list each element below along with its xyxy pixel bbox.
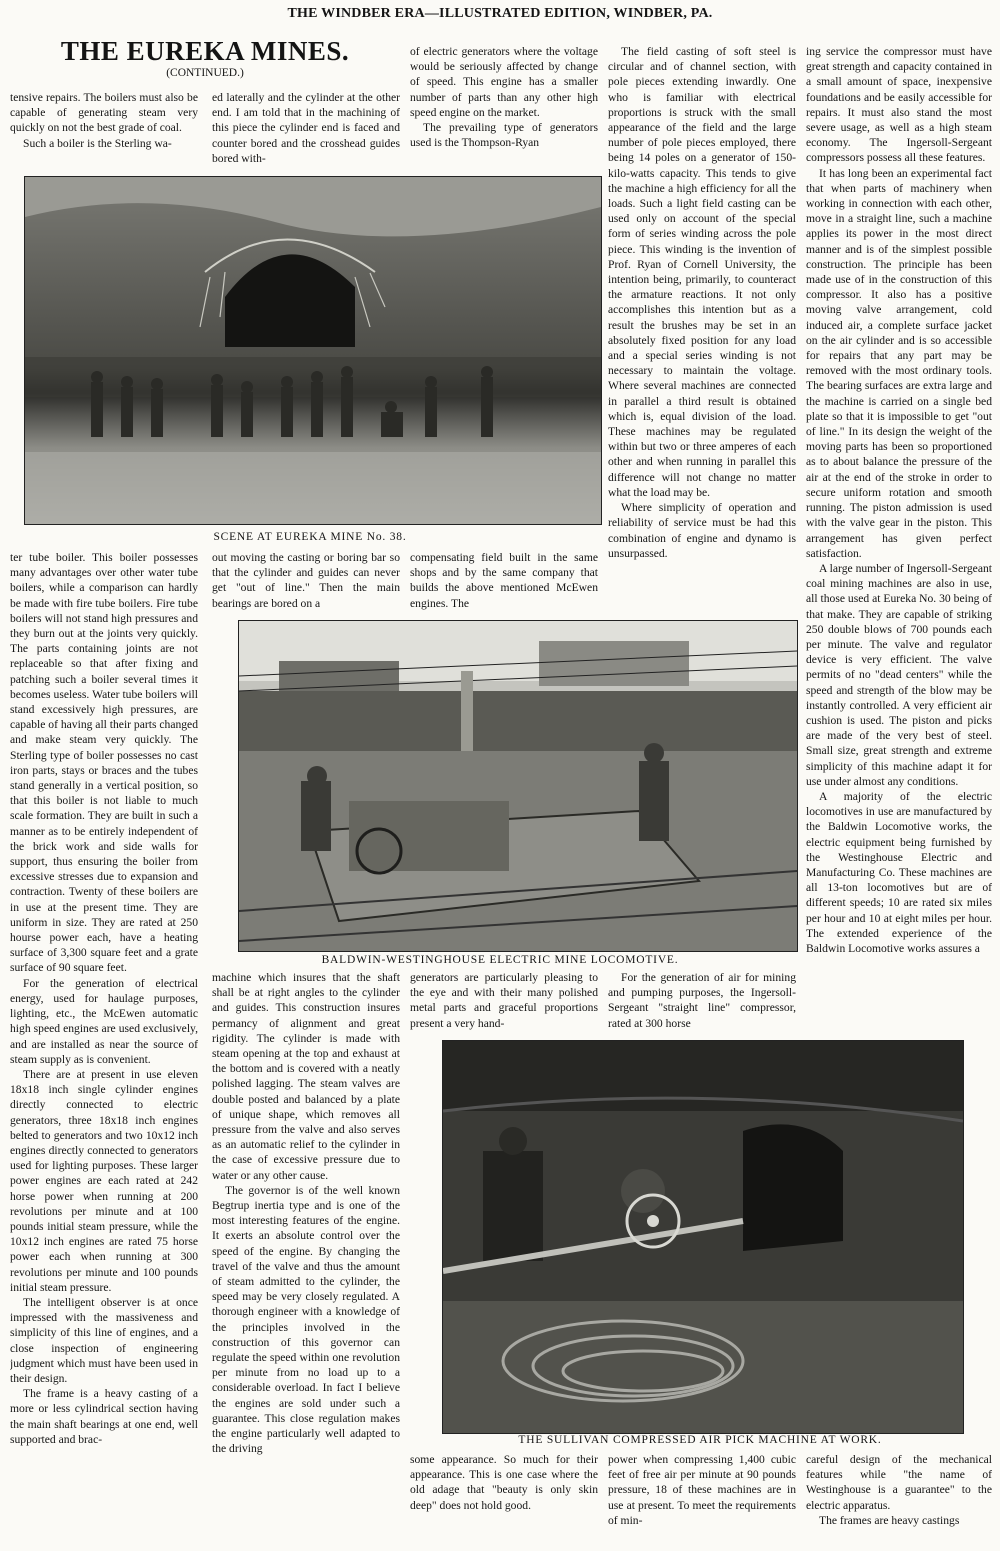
paragraph: machine which insures that the shaft shall be at right angles to the cylinder and guides. This construction insures permancy of alignment and great rigidity. The cylinder is made with steam opening at the top and exhaust at the bottom and is covered with a neatly polished lagging. The steam valves are double posted and balanced by a plate of unique shape, which removes all pressure from the valve and also serves as an automatic relief to the cylinder in the case of excessive pressure due to water or any other cause. [212, 971, 400, 1182]
mine-scene-photo [24, 176, 602, 525]
paragraph: It has long been an experimental fact that when parts of machinery when working in connection with each other, move in a straight line, such a machine applies its power in the most direct manner and is of the simplest possible construction. The principle has been made use of in the construction of this compressor. It also has a positive moving valve arrangement, cold induced air, a complete surface jacket on the air cylinder and is so accessible for repairs that any part may be removed with the most ordinary tools. The bearing surfaces are extra large and the machine is carried on a single bed plate so that it is impossible to get "out of line." In its design the weight of the moving parts has been so proportioned as to about balance the pressure of the air at the end of the stroke in order to secure uniform rotation and smooth running. The piston admission is used with the valve gear in the piston. This arrangement has given perfect satisfaction. [806, 166, 992, 560]
column-4-low [608, 970, 796, 1034]
paragraph: The intelligent observer is at once impressed with the massiveness and simplicity of this line of engines, and a close inspection of engineering judgment which must have been used in their design. [10, 1295, 198, 1385]
article-title: THE EUREKA MINES. [60, 36, 350, 66]
paragraph: A large number of Ingersoll-Sergeant coal mining machines are also in use, all those used at Eureka No. 30 being of that make. They are capable of striking 250 double blows of 700 pounds each per minute. The valve and regulator device is very efficient. The valve permits of no "dead centers" while the speed and strength of the blow may be instantly controlled. A very efficient air cushion is used. The piston and picks are made of the very best of steel. Small size, great strength and extreme simplicity of this machine adapt it for use under almost any conditions. [806, 561, 992, 788]
paragraph: ing service the compressor must have great strength and capacity contained in a small amount of space, inexpensive foundations and be easily accessible for repairs. It must also stand the most severe usage, as well as a high steam economy. The Ingersoll-Sergeant compressors possess all these features. [806, 45, 992, 165]
paragraph: The frames are heavy castings [819, 1513, 960, 1527]
paragraph: Such a boiler is the Sterling wa- [23, 136, 172, 150]
column-3-low [410, 970, 598, 1034]
article-subtitle: (CONTINUED.) [166, 67, 244, 79]
paragraph: The prevailing type of generators used is the Thompson-Ryan [410, 121, 598, 150]
paragraph: The frame is a heavy casting of a more or less cylindrical section having the main shaft bearings at one end, well supported and brac- [10, 1387, 198, 1446]
column-1-top [10, 90, 198, 168]
paragraph: of electric generators where the voltage would be seriously affected by change of speed. This engine has a smaller number of parts than any other high speed engine on the market. [410, 45, 598, 119]
paragraph: The governor is of the well known Begtrup inertia type and is one of the most interesting features of the engine. It exerts an absolute control over the speed of the engine. By changing the travel of the valve and thus the amount of steam admitted to the cylinder, the speed may be very closely regulated. A thorough engineer with a knowledge of the principles involved in the construction of this governor can regulate the speed within one revolution per minute from no load up to a considerable overload. In fact I believe the engines are sold under such a guarantee. This close regulation makes the engine particularly well adapted to the driving [212, 1183, 400, 1456]
page-header: THE WINDBER ERA—ILLUSTRATED EDITION, WINDBER, PA. [287, 6, 713, 21]
paragraph: A majority of the electric locomotives in use are manufactured by the Baldwin Locomotive works, the electric equipment being furnished by the Westinghouse Electric and Manufacturing Co. These machines are all 13-ton locomotives but are of different speeds; 10 are rated six miles per hour and 10 at eight miles per hour. The extended experience of the Baldwin Locomotive works assures a [806, 789, 992, 955]
paragraph: For the generation of electrical energy, used for haulage purposes, lighting, etc., the McEwen automatic high speed engines are used exclusively, and are installed as near the source of steam supply as is convenient. [10, 976, 198, 1066]
paragraph: some appearance. So much for their appearance. This is one case where the old adage that "beauty is only skin deep" does not hold good. [410, 1453, 598, 1512]
caption-mine-scene: SCENE AT EUREKA MINE No. 38. [213, 531, 407, 543]
caption-locomotive: BALDWIN-WESTINGHOUSE ELECTRIC MINE LOCOMOTIVE. [321, 954, 679, 966]
column-4-bottom [608, 1452, 796, 1542]
paragraph: generators are particularly pleasing to the eye and with their many polished metal parts and graceful proportions present a very hand- [410, 971, 598, 1030]
paragraph: power when compressing 1,400 cubic feet of free air per minute at 90 pounds pressure, 18 of these machines are in use at present. To meet the requirements of min- [608, 1453, 796, 1527]
paragraph: The field casting of soft steel is circular and of channel section, with pole pieces extending inwardly. One who is familiar with electrical proportions is struck with the small appearance of the field and the large number of pole pieces employed, there being 14 poles on a generator of 150-kilo-watts capacity. This tends to give the machine a high efficiency for all the loads. Such a light field casting can be used only on account of the special form of series winding across the pole piece. This winding is the invention of Prof. Ryan of Cornell University, the intention being, primarily, to counteract the armature reactions. It not only accomplishes this intention but as a result the brushes may be set in an absolutely fixed position for any load and a special series winding is not necessary to maintain the voltage. Where several machines are connected in parallel a third result is obtained which is, equal division of the load. These machines may be regulated within but two or three amperes of each other and when running in parallel this difference will not change no matter what the load may be. [608, 45, 796, 499]
paragraph: ter tube boiler. This boiler possesses many advantages over other water tube boilers, while a comparison can hardly be made with fire tube boilers. Fire tube boilers will not stand high pressures and they burn out at the joints very quickly. The parts containing joints are not replaceable so that after fixing and patching such a boiler several times it becomes useless. Water tube boilers will stand excessively high pressures, are capable of having all their parts changed and make steam very quickly. The Sterling type of boiler possesses no cast iron parts, stays or braces and the tubes stand generally in a vertical position, so that this boiler is not liable to much scale formation. They are built in such a manner as to be entirely independent of the brick work and side walls for support, thus ensuring the boiler from excessive stresses due to expansion and contraction. Twenty of these boilers are in use at the present time. They are uniform in size. They are rated at 250 hourse power each, have a heating surface of 3,300 square feet and a grate surface of 90 square feet. [10, 551, 198, 975]
column-2-mid [212, 550, 400, 614]
paragraph: out moving the casting or boring bar so that the cylinder and guides can never get "out of line." Then the main bearings are bored on a [212, 551, 400, 610]
paragraph: careful design of the mechanical features while "the name of Westinghouse is a guarantee" to the electric apparatus. [806, 1453, 992, 1512]
column-3-bottom [410, 1452, 598, 1542]
column-4-top [608, 44, 796, 610]
column-5-bottom [806, 1452, 992, 1542]
paragraph: Where simplicity of operation and reliability of service must be had this combination of engine and dynamo is unsurpassed. [608, 501, 796, 560]
paragraph: compensating field built in the same shops and by the same company that builds the above mentioned McEwen engines. The [410, 551, 598, 610]
column-2-top [212, 90, 400, 168]
caption-pick-machine: THE SULLIVAN COMPRESSED AIR PICK MACHINE AT WORK. [518, 1434, 882, 1446]
column-3-top [410, 44, 598, 168]
paragraph: For the generation of air for mining and pumping purposes, the Ingersoll-Sergeant "straight line" compressor, rated at 300 horse [608, 971, 796, 1030]
column-3-mid [410, 550, 598, 614]
pick-machine-photo [442, 1040, 964, 1434]
paragraph: There are at present in use eleven 18x18 inch single cylinder engines directly connected to electric generators, three 18x18 inch engines belted to generators and two 10x12 inch engines directly connected to generators used for lighting purposes. These larger power engines are each rated at 242 horse power when running at 200 revolutions per minute and at 100 pounds initial steam pressure, while the 10x12 inch engines are rated 75 horse power each when running at 300 revolutions per minute and 100 pounds initial steam pressure. [10, 1067, 198, 1294]
column-5-top [806, 44, 992, 1062]
paragraph: ed laterally and the cylinder at the other end. I am told that in the machining of this piece the cylinder end is faced and counter bored and the crosshead guides bored with- [212, 91, 400, 165]
column-1-main [10, 550, 198, 1540]
column-2-low [212, 970, 400, 1540]
locomotive-photo [238, 620, 798, 952]
paragraph: tensive repairs. The boilers must also be capable of generating steam very quickly on not the best grade of coal. [10, 91, 198, 135]
